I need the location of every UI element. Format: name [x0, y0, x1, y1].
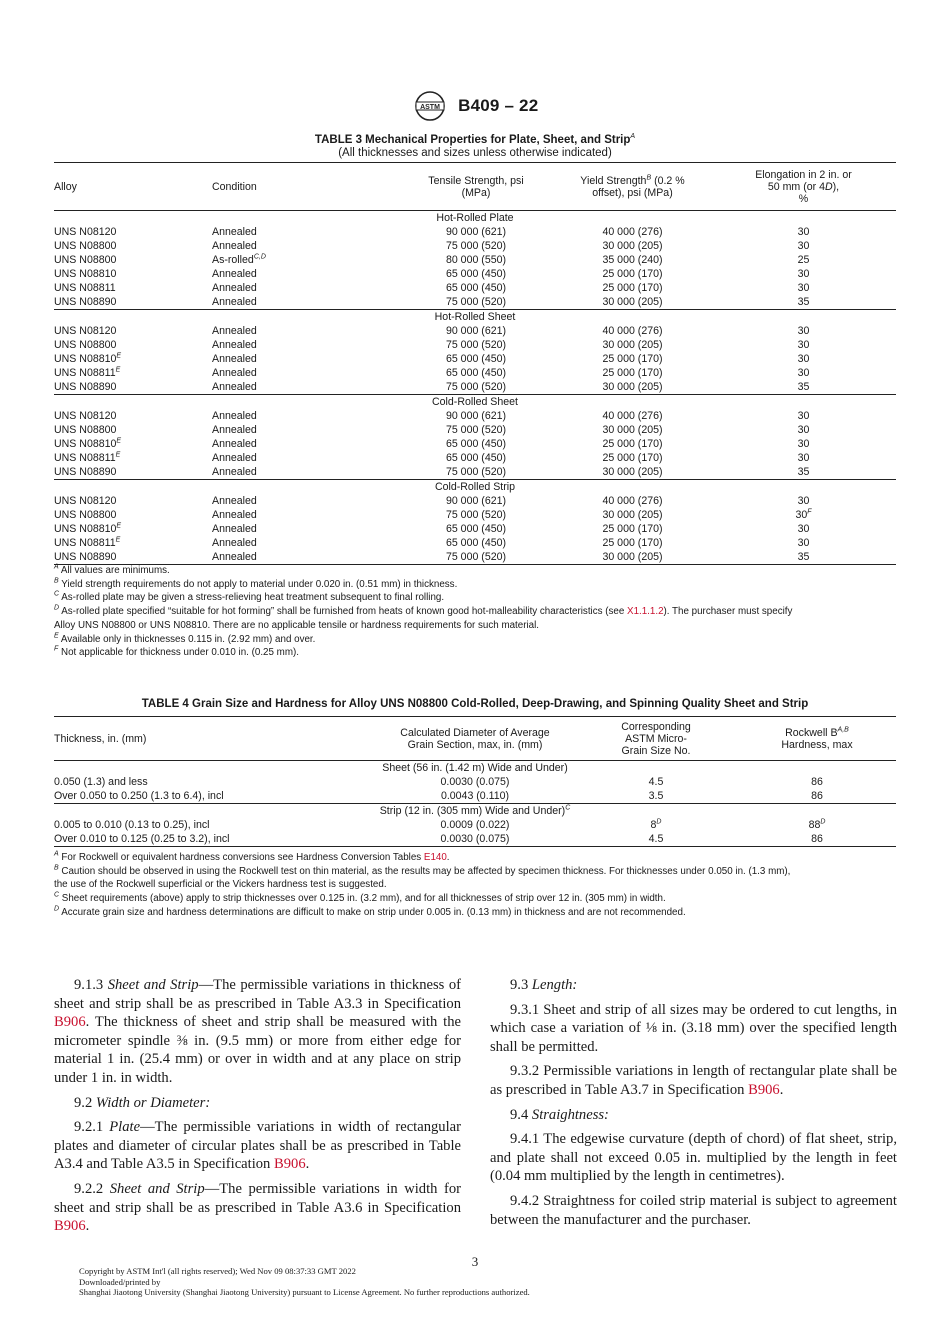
cell-condition: Annealed — [212, 550, 398, 565]
para-9-2-2: 9.2.2 Sheet and Strip—The permissible variations in width for sheet and strip shall be as prescribed in Table A3.6 in Specification B906. — [54, 1180, 461, 1235]
table4-caption — [54, 698, 896, 711]
cell-elongation: 35 — [797, 381, 810, 393]
header-tensile: Tensile Strength, psi (MPa) — [428, 174, 524, 199]
page-number: 3 — [471, 1254, 479, 1269]
cell-condition: Annealed — [212, 509, 257, 521]
cell-tensile: 75 000 (520) — [445, 339, 507, 351]
cell-diameter: 0.0030 (0.075) — [440, 776, 510, 788]
cell-elongation: 30 — [797, 240, 810, 252]
cell-condition: Annealed — [212, 466, 257, 478]
table4 — [54, 716, 896, 847]
cell-tensile: 80 000 (550) — [445, 254, 507, 266]
cell-tensile: 65 000 (450) — [445, 282, 507, 294]
cell-grain-size: 3.5 — [648, 790, 664, 802]
cell-elongation: 30 — [797, 523, 810, 535]
table-row — [54, 818, 896, 832]
cell-alloy: UNS N08120 — [54, 325, 117, 337]
table3-caption: TABLE 3 Mechanical Properties for Plate, Sheet, and Strip$^A$ (All thicknesses and sizes unless otherwise indicated) — [54, 134, 896, 160]
header-rockwell: Rockwell $B^{A,B}$ Hardness, max — [781, 725, 853, 751]
table-row — [54, 267, 896, 281]
cell-grain-size: 4.5 — [648, 776, 664, 788]
note: $^C$ As-rolled plate may be given a stress-relieving heat treatment subsequent to final rolling. — [54, 591, 445, 604]
note: $^A$ All values are minimums. — [54, 563, 170, 576]
section-row — [54, 761, 896, 776]
note: the use of the Rockwell superficial or the Vickers hardness test is suggested. — [54, 879, 387, 891]
cell-elongation: 30 — [797, 282, 810, 294]
section-label: Strip (12 in. (305 mm) Wide and Under)$^C$ — [54, 804, 896, 819]
cell-elongation: 35 — [797, 296, 810, 308]
cell-yield: 25 000 (170) — [602, 353, 663, 365]
table-row — [54, 536, 896, 550]
cell-yield: 30 000 (205) — [602, 509, 663, 521]
cell-alloy: UNS N08120 — [54, 410, 117, 422]
table-row — [54, 465, 896, 480]
link-e140[interactable]: E140 — [423, 852, 447, 863]
cell-elongation: 30 — [797, 268, 810, 280]
cell-elongation: 30 — [797, 367, 810, 379]
cell-tensile: 65 000 (450) — [445, 537, 507, 549]
cell-yield: 25 000 (170) — [602, 537, 663, 549]
cell-yield: 30 000 (205) — [602, 466, 663, 478]
cell-elongation: 25 — [797, 254, 810, 266]
table-row — [54, 338, 896, 352]
note: $^E$ Available only in thicknesses 0.115 in. (2.92 mm) and over. — [54, 632, 316, 645]
cell-yield: 25 000 (170) — [602, 523, 663, 535]
cell-elongation: 30 — [797, 495, 810, 507]
cell-elongation: 30 — [797, 325, 810, 337]
para-9-4-1: 9.4.1 The edgewise curvature (depth of chord) of flat sheet, strip, and plate shall not exceed 0.05 in. multiplied by the length in feet (0.04 mm multiplied by the length in centimetres). — [490, 1131, 897, 1185]
cell-condition: Annealed — [212, 537, 257, 549]
cell-alloy: UNS $N08811^E$ — [54, 451, 121, 464]
cell-tensile: 90 000 (621) — [445, 226, 507, 238]
cell-yield: 40 000 (276) — [602, 410, 663, 422]
right-column — [490, 976, 897, 1235]
cell-alloy: UNS $N08811^E$ — [54, 536, 121, 549]
table-row — [54, 508, 896, 522]
header-elongation: Elongation in 2 in. or 50 mm (or 4D), % — [755, 168, 852, 205]
cell-condition: Annealed — [212, 296, 257, 308]
table3-title: TABLE 3 Mechanical Properties for Plate, Sheet, and Strip — [314, 134, 631, 146]
cell-alloy: UNS N08890 — [54, 550, 212, 565]
cell-alloy: UNS N08890 — [54, 296, 117, 308]
cell-yield: 25 000 (170) — [602, 452, 663, 464]
header-yield: Yield Strength$^B$ (0.2 % offset), psi (MPa) — [580, 173, 685, 199]
cell-yield: 30 000 (205) — [602, 296, 663, 308]
table-row — [54, 352, 896, 366]
table4-notes — [54, 851, 904, 920]
cell-condition: Annealed — [212, 282, 257, 294]
cell-alloy: UNS N08890 — [54, 466, 117, 478]
para-9-1-3: 9.1.3 Sheet and Strip—The permissible variations in thickness of sheet and strip shall be as prescribed in Table A3.3 in Specification B906. The thickness of sheet and strip shall be measured with the micrometer spindle ⅜ in. (9.5 mm) or more from either edge for material 1 in. (25.4 mm) or over in width and at any place on strip under 1 in. in width. — [54, 977, 461, 1086]
section-row — [54, 480, 896, 495]
cell-elongation: 30 — [797, 537, 810, 549]
section-row — [54, 804, 896, 819]
link-b906[interactable]: B906 — [54, 1014, 86, 1031]
cell-elongation: 30 — [797, 339, 810, 351]
cell-condition: Annealed — [212, 226, 257, 238]
cell-alloy: UNS N08120 — [54, 226, 117, 238]
cell-elongation: 30 — [797, 438, 810, 450]
cell-elongation: 30 — [797, 424, 810, 436]
link-x1112[interactable]: X1.1.1.2 — [627, 606, 664, 618]
note: $^C$ Sheet requirements (above) apply to strip thicknesses over 0.125 in. (3.2 mm), and for all thicknesses of strip over 12 in. (305 mm) in width. — [54, 891, 666, 905]
cell-alloy: UNS $N08811^E$ — [54, 366, 121, 379]
table-row — [54, 775, 896, 789]
cell-hardness: 86 — [811, 790, 823, 802]
link-b906[interactable]: B906 — [54, 1218, 86, 1235]
cell-yield: 25 000 (170) — [602, 367, 663, 379]
table-row — [54, 789, 896, 804]
section-row — [54, 211, 896, 226]
section-label: Sheet (56 in. (1.42 m) Wide and Under) — [382, 762, 568, 774]
cell-alloy: UNS N08800 — [54, 339, 117, 351]
cell-condition: Annealed — [212, 424, 257, 436]
cell-yield: 40 000 (276) — [602, 226, 663, 238]
table-row — [54, 437, 896, 451]
left-column — [54, 976, 461, 1242]
cell-condition: Annealed — [212, 240, 257, 252]
table4-title: TABLE 4 Grain Size and Hardness for Alloy UNS N08800 Cold-Rolled, Deep-Drawing, and Spinning Quality Sheet and Strip — [141, 698, 809, 710]
astm-logo-text: ASTM — [419, 104, 440, 111]
table-row — [54, 832, 896, 847]
cell-yield: 40 000 (276) — [602, 325, 663, 337]
cell-condition: Annealed — [212, 367, 257, 379]
table-row — [54, 324, 896, 338]
table3-notes — [54, 564, 904, 660]
table-row — [54, 522, 896, 536]
cell-condition: Annealed — [212, 495, 257, 507]
document-code: B409 – 22 — [458, 96, 539, 115]
cell-tensile: 75 000 (520) — [445, 240, 507, 252]
cell-tensile: 90 000 (621) — [445, 325, 507, 337]
cell-diameter: 0.0043 (0.110) — [440, 790, 510, 802]
para-9-2-1: 9.2.1 Plate—The permissible variations in width of rectangular plates and diameter of circular plates shall be as prescribed in Table A3.4 and Table A3.5 in Specification B906. — [54, 1119, 461, 1173]
cell-elongation: $30^F$ — [795, 508, 812, 521]
cell-alloy: UNS N08800 — [54, 240, 117, 252]
cell-tensile: 90 000 (621) — [445, 410, 507, 422]
cell-tensile: 65 000 (450) — [445, 523, 507, 535]
link-b906[interactable]: B906 — [274, 1156, 306, 1173]
table-row — [54, 366, 896, 380]
cell-elongation: 30 — [797, 226, 810, 238]
cell-yield: 30 000 (205) — [602, 339, 663, 351]
header-astm-grain: Corresponding ASTM Micro- Grain Size No. — [621, 720, 691, 757]
table-row — [54, 253, 896, 267]
table-row — [54, 295, 896, 310]
note: $^D$ As-rolled plate specified “suitable for hot forming” shall be furnished from heats of known good hot-malleability characteristics (see X1.1.1.2). The purchaser must specify — [54, 604, 793, 618]
cell-thickness: Over 0.010 to 0.125 (0.25 to 3.2), incl — [54, 832, 376, 847]
note: $^A$ For Rockwell or equivalent hardness conversions see Hardness Conversion Tables E140. — [54, 850, 450, 863]
para-9-4: 9.4 Straightness: — [510, 1106, 609, 1123]
cell-tensile: 90 000 (621) — [445, 495, 507, 507]
para-9-3: 9.3 Length: — [510, 977, 578, 993]
cell-tensile: 65 000 (450) — [445, 452, 507, 464]
cell-condition: Annealed — [212, 325, 257, 337]
cell-alloy: UNS $N08810^E$ — [54, 437, 122, 450]
header-condition: Condition — [212, 180, 257, 193]
cell-condition: Annealed — [212, 523, 257, 535]
cell-tensile: 75 000 (520) — [398, 550, 554, 565]
cell-yield: 35 000 (240) — [602, 254, 663, 266]
table-row — [54, 380, 896, 395]
cell-condition: Annealed — [212, 353, 257, 365]
cell-grain-size: $8^D$ — [650, 818, 662, 831]
cell-tensile: 65 000 (450) — [445, 367, 507, 379]
section-label: Cold-Rolled Strip — [54, 480, 896, 495]
cell-alloy: UNS N08800 — [54, 424, 117, 436]
cell-diameter: 0.0009 (0.022) — [440, 819, 510, 831]
table-row — [54, 281, 896, 295]
cell-yield: 30 000 (205) — [602, 240, 663, 252]
cell-alloy: UNS N08811 — [54, 282, 116, 294]
table-row — [54, 409, 896, 423]
cell-condition: Annealed — [212, 381, 257, 393]
cell-elongation: 35 — [711, 550, 896, 565]
table-row — [54, 239, 896, 253]
cell-hardness: $88^D$ — [808, 818, 826, 831]
note: Alloy UNS N08800 or UNS N08810. There are no applicable tensile or hardness requirements for such material. — [54, 619, 540, 631]
cell-tensile: 75 000 (520) — [445, 509, 507, 521]
para-9-3-1: 9.3.1 Sheet and strip of all sizes may be ordered to cut lengths, in which case a variation of ⅛ in. (3.18 mm) over the specified length shall be permitted. — [490, 1001, 897, 1055]
cell-condition: Annealed — [212, 339, 257, 351]
table-row — [54, 225, 896, 239]
page-header — [0, 90, 950, 122]
cell-yield: 25 000 (170) — [602, 282, 663, 294]
header-alloy: Alloy — [54, 180, 77, 193]
cell-thickness: Over 0.050 to 0.250 (1.3 to 6.4), incl — [54, 790, 224, 802]
cell-hardness: 86 — [811, 776, 823, 788]
section-label: Cold-Rolled Sheet — [54, 395, 896, 410]
section-row — [54, 395, 896, 410]
cell-thickness: 0.050 (1.3) and less — [54, 776, 148, 788]
para-9-4-2: 9.4.2 Straightness for coiled strip material is subject to agreement between the manufacturer and the purchaser. — [490, 1192, 897, 1228]
note: $^D$ Accurate grain size and hardness determinations are difficult to make on strip under 0.005 in. (0.13 mm) in thickness and are not recommended. — [54, 905, 686, 918]
table-row — [54, 550, 896, 565]
cell-yield: 25 000 (170) — [602, 438, 663, 450]
cell-alloy: UNS N08800 — [54, 254, 117, 266]
cell-tensile: 75 000 (520) — [445, 466, 507, 478]
cell-elongation: 30 — [797, 452, 810, 464]
section-label: Hot-Rolled Plate — [436, 212, 514, 224]
cell-thickness: 0.005 to 0.010 (0.13 to 0.25), incl — [54, 819, 210, 831]
cell-alloy: UNS $N08810^E$ — [54, 522, 122, 535]
header-diameter: Calculated Diameter of Average Grain Section, max, in. (mm) — [400, 726, 550, 751]
cell-yield: 30 000 (205) — [602, 381, 663, 393]
link-b906[interactable]: B906 — [748, 1081, 780, 1098]
cell-tensile: 75 000 (520) — [445, 381, 507, 393]
cell-tensile: 75 000 (520) — [445, 424, 507, 436]
cell-elongation: 35 — [797, 466, 810, 478]
table-row — [54, 423, 896, 437]
cell-tensile: 75 000 (520) — [445, 296, 507, 308]
cell-elongation: 30 — [797, 410, 810, 422]
cell-yield: 25 000 (170) — [602, 268, 663, 280]
table-row — [54, 494, 896, 508]
cell-condition: Annealed — [212, 268, 257, 280]
table3 — [54, 162, 896, 565]
cell-alloy: UNS N08890 — [54, 381, 117, 393]
section-row — [54, 310, 896, 325]
cell-grain-size: 4.5 — [574, 832, 738, 847]
cell-elongation: 30 — [797, 353, 810, 365]
cell-condition: As-rolled$^{C,D}$ — [212, 253, 266, 266]
note: $^B$ Caution should be observed in using the Rockwell test on thin material, as the results may be affected by specimen thickness. For thicknesses under 0.050 in. (1.3 mm), — [54, 864, 791, 877]
table-row — [54, 451, 896, 465]
cell-tensile: 65 000 (450) — [445, 438, 507, 450]
cell-alloy: UNS N08120 — [54, 495, 117, 507]
cell-condition: Annealed — [212, 438, 257, 450]
para-9-2: 9.2 Width or Diameter: — [74, 1094, 211, 1111]
cell-alloy: UNS $N08810^E$ — [54, 352, 122, 365]
cell-tensile: 65 000 (450) — [445, 268, 507, 280]
cell-yield: 30 000 (205) — [602, 424, 663, 436]
section-label: Hot-Rolled Sheet — [54, 310, 896, 325]
note: $^F$ Not applicable for thickness under 0.010 in. (0.25 mm). — [54, 645, 299, 659]
cell-yield: 30 000 (205) — [554, 550, 711, 565]
cell-hardness: 86 — [738, 832, 896, 847]
cell-tensile: 65 000 (450) — [445, 353, 507, 365]
header-thickness: Thickness, in. (mm) — [54, 732, 147, 745]
para-9-3-2: 9.3.2 Permissible variations in length of rectangular plate shall be as prescribed in Table A3.7 in Specification B906. — [490, 1063, 897, 1098]
cell-condition: Annealed — [212, 452, 257, 464]
cell-condition: Annealed — [212, 410, 257, 422]
note: $^B$ Yield strength requirements do not apply to material under 0.020 in. (0.51 mm) in thickness. — [54, 577, 458, 590]
copyright-footer: Copyright by ASTM Int'l (all rights reserved); Wed Nov 09 08:37:33 GMT 2022 Downloaded/printed by Shanghai Jiaotong University (Shanghai Jiaotong University) pursuant to License Agreement. No further reproductions authorized. — [79, 1266, 530, 1297]
cell-diameter: 0.0030 (0.075) — [376, 832, 574, 847]
astm-logo-icon — [412, 90, 448, 122]
table3-subtitle: (All thicknesses and sizes unless otherwise indicated) — [338, 147, 612, 159]
cell-alloy: UNS N08810 — [54, 268, 117, 280]
cell-alloy: UNS N08800 — [54, 509, 117, 521]
cell-yield: 40 000 (276) — [602, 495, 663, 507]
